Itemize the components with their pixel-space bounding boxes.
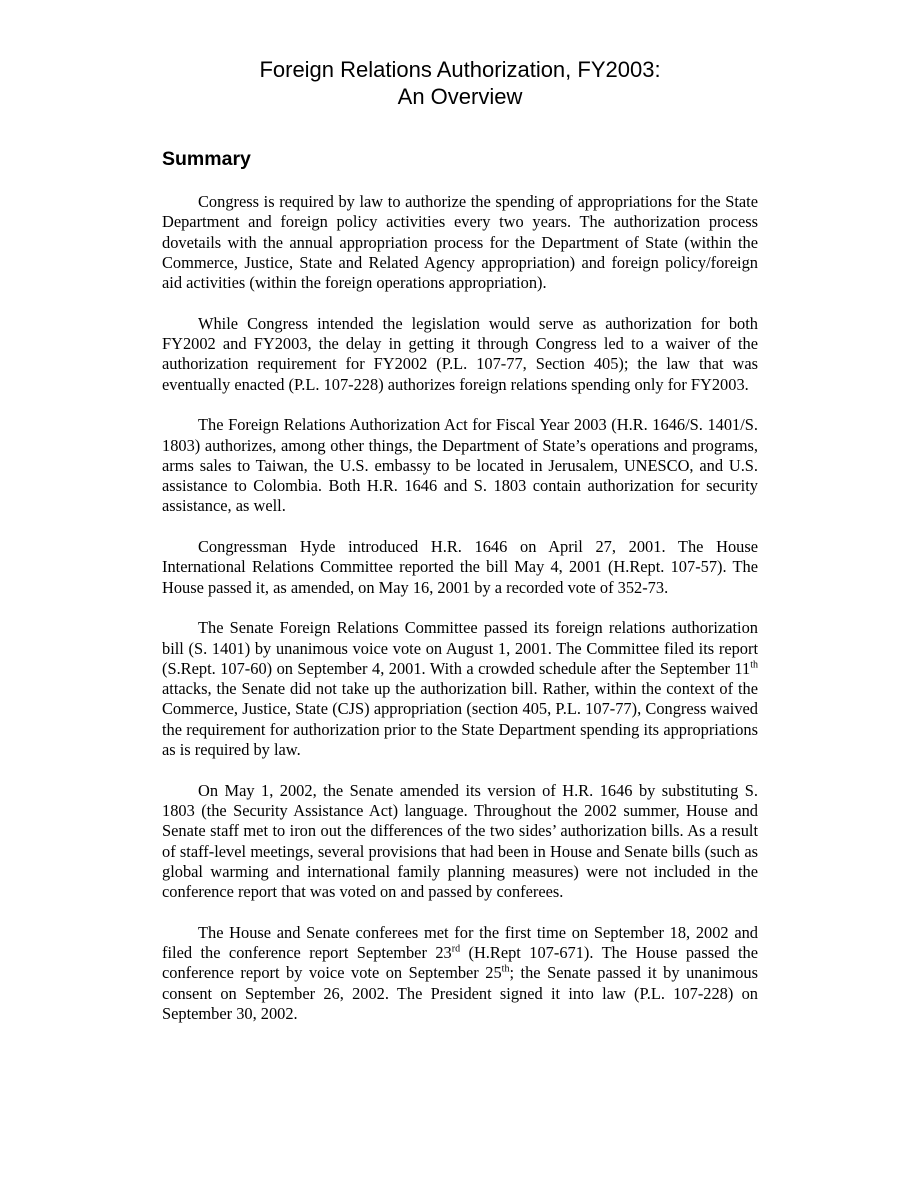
paragraph-7-part-a: The House and Senate conferees met for the first time on September 18, 2002 and filed the conference report September 23	[162, 922, 758, 962]
paragraph-5	[162, 618, 758, 760]
paragraph-1: Congress is required by law to authorize the spending of appropriations for the State Department and foreign policy activities every two years. The authorization process dovetails with the annual appropriation process for the Department of State (within the Commerce, Justice, State and Related Agency appropriation) and foreign policy/foreign aid activities (within the foreign operations appropriation).	[162, 192, 758, 293]
paragraph-7-superscript-2: th	[501, 963, 510, 975]
section-heading-summary: Summary	[162, 148, 251, 170]
paragraph-5-part-a: The Senate Foreign Relations Committee passed its foreign relations authorization bill (S. 1401) by unanimous voice vote on August 1, 2001. The Committee filed its report (S.Rept. 107-60) on September 4, 2001. With a crowded schedule after the September 11	[162, 618, 758, 678]
paragraph-7	[162, 923, 758, 1024]
paragraph-7-part-b: (H.Rept 107-671). The House passed the conference report by voice vote on September 25	[162, 942, 758, 983]
title-line-2: An Overview	[397, 84, 523, 109]
paragraph-7-superscript-1: rd	[451, 943, 461, 955]
paragraph-6: On May 1, 2002, the Senate amended its version of H.R. 1646 by substituting S. 1803 (the Security Assistance Act) language. Throughout the 2002 summer, House and Senate staff met to iron out the differences of the two sides’ authorization bills. As a result of staff-level meetings, several provisions that had been in House and Senate bills (such as global warming and international family planning measures) were not included in the conference report that was voted on and passed by conferees.	[162, 780, 758, 902]
paragraph-3: The Foreign Relations Authorization Act for Fiscal Year 2003 (H.R. 1646/S. 1401/S. 1803) authorizes, among other things, the Department of State’s operations and programs, arms sales to Taiwan, the U.S. embassy to be located in Jerusalem, UNESCO, and U.S. assistance to Colombia. Both H.R. 1646 and S. 1803 contain authorization for security assistance, as well.	[162, 415, 758, 516]
document-title	[162, 0, 758, 110]
paragraph-7-part-c: ; the Senate passed it by unanimous consent on September 26, 2002. The President signed it into law (P.L. 107-228) on September 30, 2002.	[162, 963, 758, 1023]
paragraph-4: Congressman Hyde introduced H.R. 1646 on April 27, 2001. The House International Relations Committee reported the bill May 4, 2001 (H.Rept. 107-57). The House passed it, as amended, on May 16, 2001 by a recorded vote of 352-73.	[162, 537, 758, 597]
summary-body	[162, 192, 758, 1044]
title-line-1: Foreign Relations Authorization, FY2003:	[259, 57, 661, 82]
paragraph-5-superscript: th	[750, 659, 758, 671]
paragraph-2: While Congress intended the legislation would serve as authorization for both FY2002 and FY2003, the delay in getting it through Congress led to a waiver of the authorization requirement for FY2002 (P.L. 107-77, Section 405); the law that was eventually enacted (P.L. 107-228) authorizes foreign relations spending only for FY2003.	[162, 313, 758, 394]
paragraph-5-part-b: attacks, the Senate did not take up the authorization bill. Rather, within the context of the Commerce, Justice, State (CJS) appropriation (section 405, P.L. 107-77), Congress waived the requirement for authorization prior to the State Department spending its appropriations as is required by law.	[162, 679, 758, 760]
document-page	[162, 0, 758, 1023]
